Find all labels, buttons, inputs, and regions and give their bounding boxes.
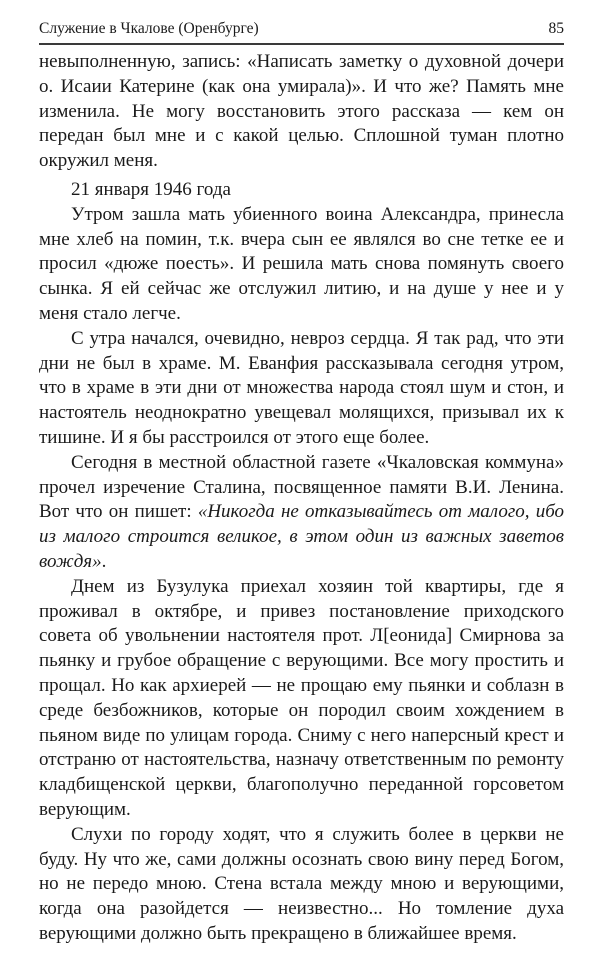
paragraph: Слухи по городу ходят, что я служить более в церкви не буду. Ну что же, сами должны осознать свою вину перед Богом, но не передо мною. Стена встала между мною и верующими, когда она разойдется — неизвестно... Но томление духа верующими должно быть прекращено в ближайшее время.	[39, 823, 564, 944]
paragraph-text: Сегодня в местной областной газете «Чкаловская коммуна» прочел изречение Сталина, посвященное памяти В.И. Ленина. Вот что он пишет:	[39, 451, 564, 523]
body-text	[39, 50, 564, 947]
paragraph: Днем из Бузулука приехал хозяин той квартиры, где я проживал в октябре, и привез постановление приходского совета об увольнении настоятеля прот. Л[еонида] Смирнова за пьянку и грубое обращение с верующими. Все могу простить и прощал. Но как архиерей — не прощаю ему пьянки и соблазн в среде безбожников, которые он породил своим хождением в пьяном виде по улицам города. Сниму с него наперсный крест и отстраню от настоятельства, назначу ответственным по ремонту кладбищенской церкви, благополучно переданной горсоветом верующим.	[39, 575, 564, 820]
paragraph-with-quote	[39, 451, 564, 575]
running-title: Служение в Чкалове (Оренбурге)	[39, 20, 259, 37]
paragraph-continuation: невыполненную, запись: «Написать заметку о духовной дочери о. Исаии Катерине (как она умирала)». И что же? Память мне изменила. Не могу восстановить этого рассказа — кем он передан был мне и с какой целью. Сплошной туман плотно окружил меня.	[39, 51, 564, 172]
italic-quote: «Никогда не отказывайтесь от малого, ибо из малого строится великое, в этом один из важных заветов вождя»	[39, 501, 564, 572]
diary-date-heading: 21 января 1946 года	[71, 178, 231, 200]
running-header	[39, 20, 564, 42]
paragraph-text: .	[101, 550, 107, 572]
paragraph: Утром зашла мать убиенного воина Александра, принесла мне хлеб на помин, т.к. вчера сын ее являлся во сне тетке ее и просил «дюже поесть». И решила мать снова помянуть своего сынка. Я ей сейчас же отслужил литию, и на душе у нее и у меня стало легче.	[39, 203, 564, 324]
page-number: 85	[548, 20, 564, 37]
header-rule	[39, 43, 564, 45]
paragraph: С утра начался, очевидно, невроз сердца. Я так рад, что эти дни не был в храме. М. Еванфия рассказывала сегодня утром, что в храме в эти дни от множества народа стоял шум и стон, и настоятель неоднократно увещевал молящихся, призывал их к тишине. И я бы расстроился от этого еще более.	[39, 327, 564, 448]
